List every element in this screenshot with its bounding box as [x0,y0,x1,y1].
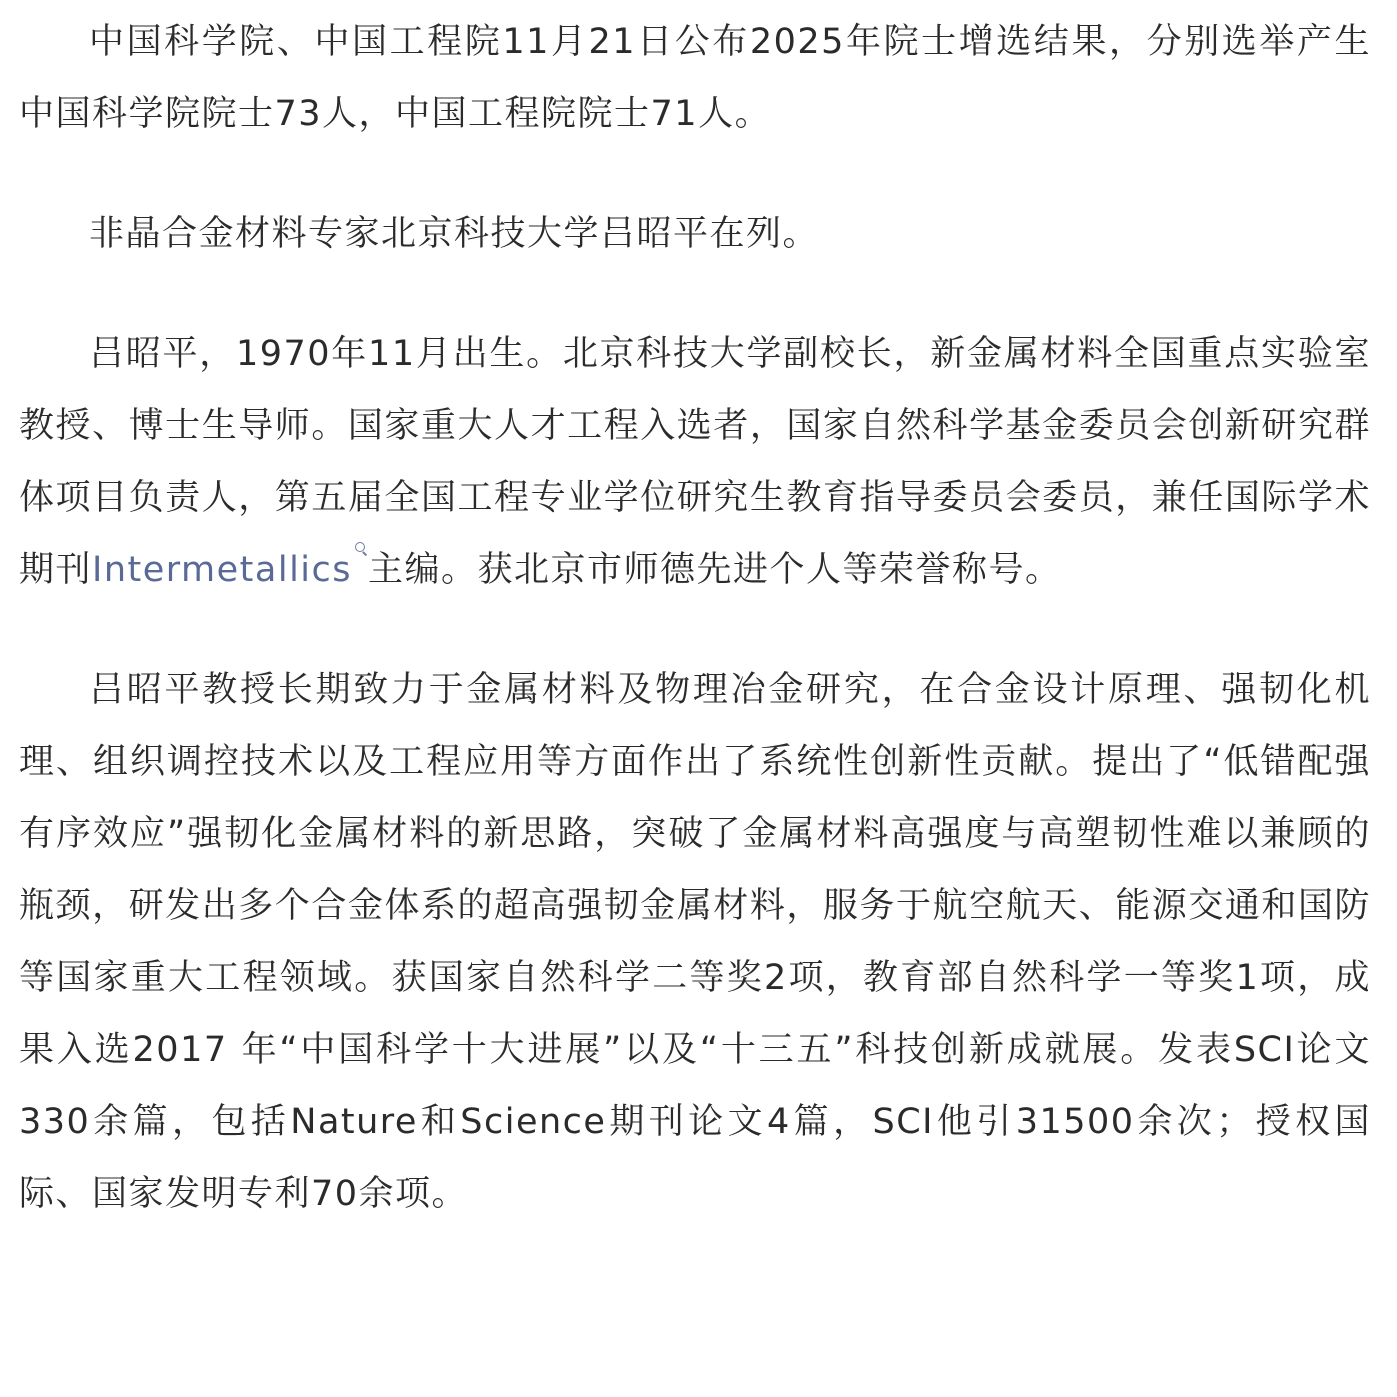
article-body [19,6,1371,1230]
search-icon [354,534,368,556]
paragraph-announcement: 中国科学院、中国工程院11月21日公布2025年院士增选结果，分别选举产生中国科学院院士73人，中国工程院院士71人。 [19,22,1371,134]
paragraph-expert: 非晶合金材料专家北京科技大学吕昭平在列。 [89,214,820,254]
journal-link-text: Intermetallics [92,550,352,590]
biography-text-after: 主编。获北京市师德先进个人等荣誉称号。 [368,550,1062,590]
paragraph-biography [19,318,1371,606]
journal-search-link[interactable] [92,550,368,590]
biography-text-before: 吕昭平，1970年11月出生。北京科技大学副校长，新金属材料全国重点实验室教授、博士生导师。国家重大人才工程入选者，国家自然科学基金委员会创新研究群体项目负责人，第五届全国工程专业学位研究生教育指导委员会委员，兼任国际学术期刊 [19,334,1371,590]
paragraph-achievements: 吕昭平教授长期致力于金属材料及物理冶金研究，在合金设计原理、强韧化机理、组织调控技术以及工程应用等方面作出了系统性创新性贡献。提出了“低错配强有序效应”强韧化金属材料的新思路，突破了金属材料高强度与高塑韧性难以兼顾的瓶颈，研发出多个合金体系的超高强韧金属材料，服务于航空航天、能源交通和国防等国家重大工程领域。获国家自然科学二等奖2项，教育部自然科学一等奖1项，成果入选2017 年“中国科学十大进展”以及“十三五”科技创新成就展。发表SCI论文330余篇，包括Nature和Science期刊论文4篇，SCI他引31500余次；授权国际、国家发明专利70余项。 [19,670,1371,1214]
